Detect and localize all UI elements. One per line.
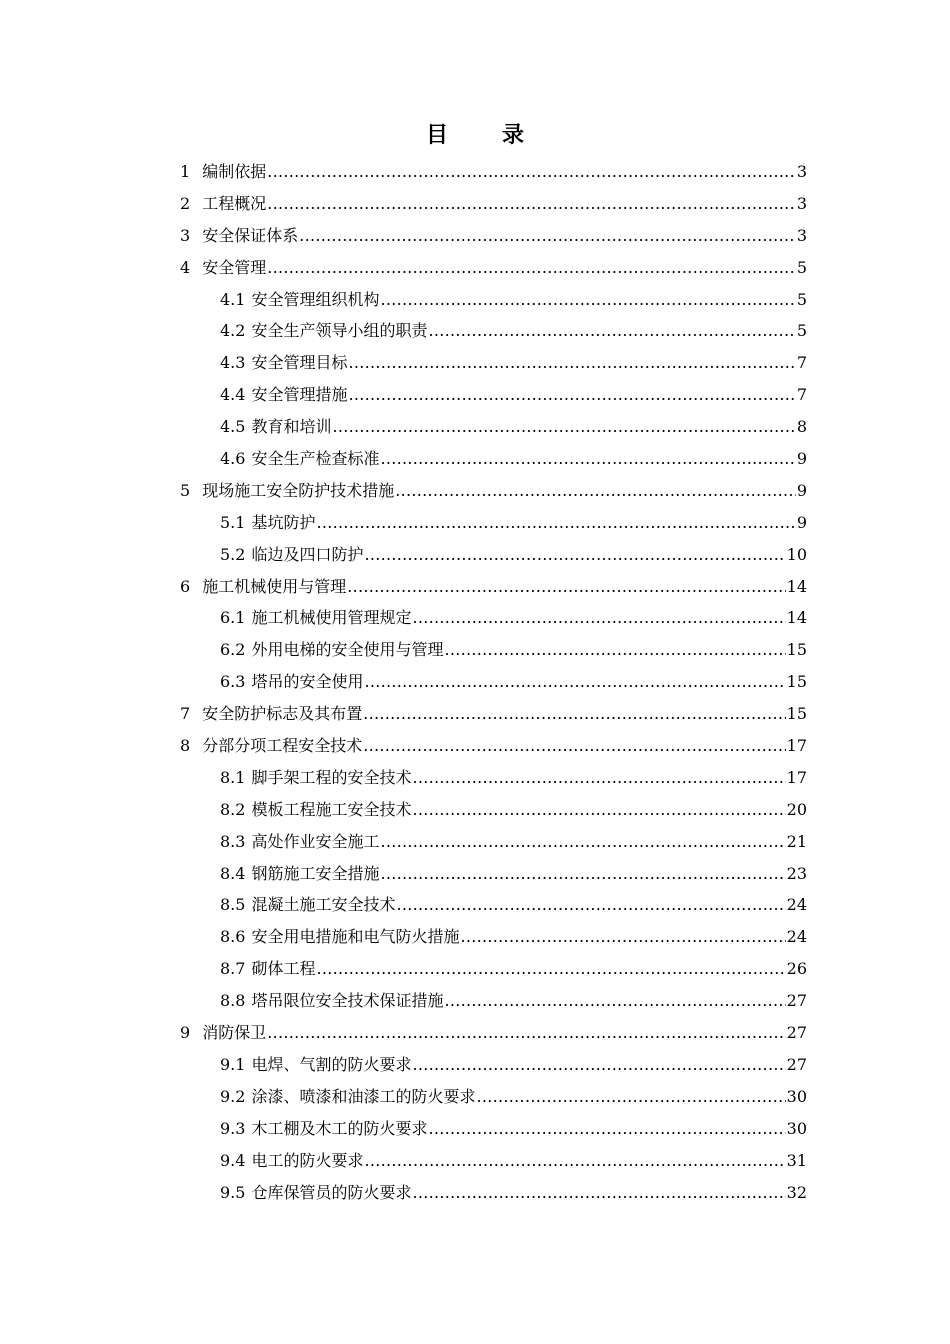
toc-entry-number: 9.2 (220, 1086, 246, 1106)
toc-dot-leader (316, 507, 795, 539)
toc-entry[interactable] (180, 347, 807, 379)
toc-dot-leader (412, 794, 785, 826)
toc-entry[interactable] (180, 794, 807, 826)
toc-entry-page: 15 (786, 672, 807, 692)
toc-dot-leader (444, 985, 785, 1017)
toc-entry[interactable] (180, 730, 807, 762)
toc-entry-page: 10 (786, 544, 807, 564)
toc-entry-label: 安全管理目标 (251, 353, 348, 373)
toc-entry[interactable] (180, 1017, 807, 1049)
toc-entry-number: 8.1 (220, 767, 246, 787)
toc-entry-number: 4.3 (220, 353, 246, 373)
toc-entry-label: 消防保卫 (202, 1023, 267, 1043)
toc-dot-leader (380, 858, 785, 890)
toc-entry-number: 4 (180, 257, 191, 277)
toc-dot-leader (364, 1145, 785, 1177)
toc-entry-label: 塔吊限位安全技术保证措施 (251, 991, 444, 1011)
toc-entry-number: 9.3 (220, 1118, 246, 1138)
toc-dot-leader (380, 284, 795, 316)
toc-entry-label: 安全管理组织机构 (251, 289, 380, 309)
toc-entry[interactable] (180, 315, 807, 347)
toc-entry-number: 8.5 (220, 895, 246, 915)
toc-entry-label: 基坑防护 (251, 512, 316, 532)
toc-entry-label: 安全保证体系 (202, 225, 299, 245)
toc-dot-leader (395, 475, 796, 507)
toc-dot-leader (348, 347, 795, 379)
toc-entry-number: 3 (180, 225, 191, 245)
toc-dot-leader (347, 571, 785, 603)
toc-entry-number: 4.2 (220, 321, 246, 341)
toc-entry-number: 8.4 (220, 863, 246, 883)
toc-entry-number: 6.2 (220, 640, 246, 660)
toc-entry[interactable] (180, 220, 807, 252)
toc-entry-label: 仓库保管员的防火要求 (251, 1182, 412, 1202)
toc-entry[interactable] (180, 698, 807, 730)
toc-entry-number: 4.4 (220, 385, 246, 405)
toc-entry-page: 24 (786, 927, 807, 947)
toc-entry-number: 4.6 (220, 449, 246, 469)
toc-entry-page: 8 (796, 417, 807, 437)
toc-entry-number: 6.1 (220, 608, 246, 628)
toc-entry[interactable] (180, 634, 807, 666)
toc-entry-page: 24 (786, 895, 807, 915)
toc-entry[interactable] (180, 1049, 807, 1081)
toc-entry-number: 8.7 (220, 959, 246, 979)
toc-entry-page: 14 (786, 576, 807, 596)
toc-entry-page: 9 (796, 449, 807, 469)
toc-entry-page: 27 (786, 991, 807, 1011)
toc-entry[interactable] (180, 985, 807, 1017)
toc-entry-label: 教育和培训 (251, 417, 332, 437)
toc-entry-page: 27 (786, 1023, 807, 1043)
toc-entry-page: 7 (796, 353, 807, 373)
toc-entry[interactable] (180, 284, 807, 316)
toc-entry-page: 9 (796, 512, 807, 532)
toc-dot-leader (412, 1177, 785, 1209)
page-title: 目 录 (425, 122, 540, 148)
toc-dot-leader (267, 1017, 785, 1049)
toc-entry-label: 编制依据 (202, 162, 267, 181)
toc-entry-label: 木工棚及木工的防火要求 (251, 1118, 428, 1138)
toc-entry-number: 5.2 (220, 544, 246, 564)
toc-entry-page: 17 (786, 736, 807, 756)
toc-entry-label: 电焊、气割的防火要求 (251, 1054, 412, 1074)
toc-entry-page: 31 (786, 1150, 807, 1170)
toc-entry[interactable] (180, 953, 807, 985)
toc-entry-number: 6 (180, 576, 191, 596)
toc-entry-page: 5 (796, 321, 807, 341)
toc-entry-label: 分部分项工程安全技术 (202, 736, 363, 756)
toc-dot-leader (428, 1113, 785, 1145)
toc-entry[interactable] (180, 889, 807, 921)
toc-entry-number: 9.5 (220, 1182, 246, 1202)
toc-dot-leader (412, 762, 785, 794)
toc-dot-leader (428, 315, 795, 347)
toc-entry[interactable] (180, 188, 807, 220)
toc-entry-label: 模板工程施工安全技术 (251, 799, 412, 819)
toc-entry[interactable] (180, 379, 807, 411)
toc-entry[interactable] (180, 1113, 807, 1145)
toc-dot-leader (267, 156, 796, 188)
toc-entry-number: 4.1 (220, 289, 246, 309)
toc-entry-page: 9 (796, 480, 807, 500)
toc-entry-page: 27 (786, 1054, 807, 1074)
toc-entry-label: 混凝土施工安全技术 (251, 895, 396, 915)
toc-dot-leader (364, 539, 785, 571)
toc-dot-leader (299, 220, 796, 252)
toc-entry-number: 8 (180, 736, 191, 756)
toc-entry[interactable] (180, 602, 807, 634)
toc-dot-leader (380, 443, 795, 475)
toc-entry-number: 9 (180, 1023, 191, 1043)
toc-entry-page: 3 (796, 225, 807, 245)
toc-dot-leader (396, 889, 785, 921)
toc-entry-page: 15 (786, 704, 807, 724)
toc-dot-leader (316, 953, 785, 985)
toc-dot-leader (476, 1081, 785, 1113)
toc-entry-label: 施工机械使用与管理 (202, 576, 347, 596)
toc-entry[interactable] (180, 443, 807, 475)
table-of-contents (180, 156, 807, 1208)
toc-entry-number: 8.2 (220, 799, 246, 819)
toc-entry-page: 17 (786, 767, 807, 787)
toc-entry[interactable] (180, 475, 807, 507)
toc-entry-page: 15 (786, 640, 807, 660)
toc-entry-number: 1 (180, 162, 191, 181)
toc-entry-number: 7 (180, 704, 191, 724)
toc-entry-label: 电工的防火要求 (251, 1150, 364, 1170)
toc-entry-number: 5 (180, 480, 191, 500)
toc-entry-label: 现场施工安全防护技术措施 (202, 480, 395, 500)
toc-entry-page: 23 (786, 863, 807, 883)
toc-entry[interactable] (180, 921, 807, 953)
toc-entry-label: 安全生产领导小组的职责 (251, 321, 428, 341)
toc-entry-page: 21 (786, 831, 807, 851)
toc-entry-label: 工程概况 (202, 193, 267, 213)
toc-entry-page: 5 (796, 289, 807, 309)
toc-entry-label: 安全用电措施和电气防火措施 (251, 927, 460, 947)
toc-entry-page: 5 (796, 257, 807, 277)
toc-entry-page: 30 (786, 1118, 807, 1138)
toc-dot-leader (363, 698, 785, 730)
toc-entry[interactable] (180, 858, 807, 890)
toc-entry[interactable] (180, 411, 807, 443)
toc-entry[interactable] (180, 1145, 807, 1177)
toc-entry-label: 脚手架工程的安全技术 (251, 767, 412, 787)
toc-dot-leader (348, 379, 795, 411)
toc-dot-leader (460, 921, 785, 953)
toc-entry-page: 20 (786, 799, 807, 819)
toc-entry-page: 7 (796, 385, 807, 405)
toc-dot-leader (444, 634, 785, 666)
toc-entry-label: 临边及四口防护 (251, 544, 364, 564)
toc-entry-label: 安全管理 (202, 257, 267, 277)
toc-entry[interactable] (180, 571, 807, 603)
toc-entry[interactable] (180, 762, 807, 794)
toc-dot-leader (363, 730, 785, 762)
toc-entry-label: 砌体工程 (251, 959, 316, 979)
toc-entry-number: 8.6 (220, 927, 246, 947)
toc-entry-label: 安全生产检查标准 (251, 449, 380, 469)
toc-entry-number: 9.1 (220, 1054, 246, 1074)
toc-entry[interactable] (180, 1081, 807, 1113)
toc-dot-leader (380, 826, 785, 858)
toc-dot-leader (364, 666, 785, 698)
toc-entry-number: 4.5 (220, 417, 246, 437)
toc-entry-label: 高处作业安全施工 (251, 831, 380, 851)
toc-dot-leader (267, 252, 796, 284)
toc-entry[interactable] (180, 252, 807, 284)
toc-entry[interactable] (180, 666, 807, 698)
toc-entry-label: 钢筋施工安全措施 (251, 863, 380, 883)
toc-dot-leader (332, 411, 795, 443)
toc-entry-page: 26 (786, 959, 807, 979)
toc-entry-page: 3 (796, 193, 807, 213)
toc-entry-number: 5.1 (220, 512, 246, 532)
toc-entry-label: 外用电梯的安全使用与管理 (251, 640, 444, 660)
toc-entry-number: 2 (180, 193, 191, 213)
toc-dot-leader (412, 602, 785, 634)
toc-entry[interactable] (180, 156, 807, 188)
toc-entry-label: 涂漆、喷漆和油漆工的防火要求 (251, 1086, 476, 1106)
toc-entry-label: 施工机械使用管理规定 (251, 608, 412, 628)
toc-entry-number: 8.8 (220, 991, 246, 1011)
toc-dot-leader (267, 188, 796, 220)
toc-entry-number: 9.4 (220, 1150, 246, 1170)
toc-entry-label: 塔吊的安全使用 (251, 672, 364, 692)
toc-entry-page: 30 (786, 1086, 807, 1106)
toc-entry[interactable] (180, 539, 807, 571)
toc-entry[interactable] (180, 826, 807, 858)
toc-entry-page: 32 (786, 1182, 807, 1202)
toc-entry[interactable] (180, 1177, 807, 1209)
toc-entry-number: 8.3 (220, 831, 246, 851)
toc-entry-number: 6.3 (220, 672, 246, 692)
toc-entry-label: 安全管理措施 (251, 385, 348, 405)
toc-entry-page: 3 (796, 162, 807, 181)
toc-entry[interactable] (180, 507, 807, 539)
toc-entry-label: 安全防护标志及其布置 (202, 704, 363, 724)
toc-entry-page: 14 (786, 608, 807, 628)
toc-dot-leader (412, 1049, 785, 1081)
